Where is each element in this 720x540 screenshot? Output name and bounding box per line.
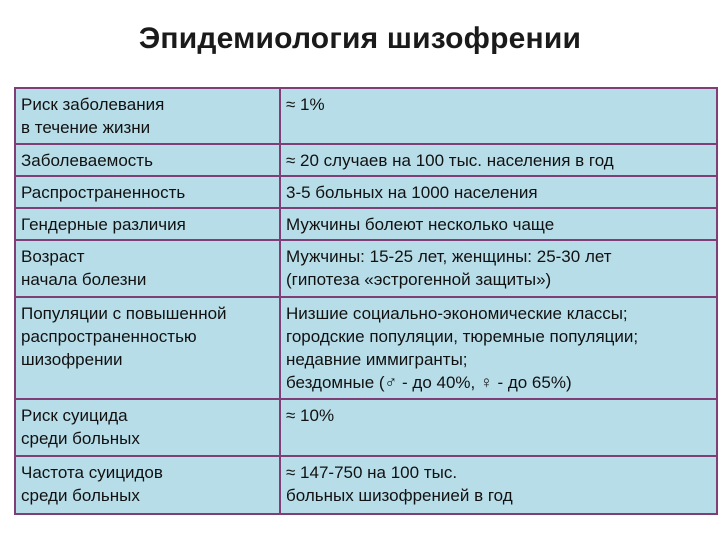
row-value: ≈ 1% bbox=[280, 88, 717, 144]
epidemiology-table bbox=[14, 87, 718, 515]
row-label: Гендерные различия bbox=[15, 208, 280, 240]
row-value: Низшие социально-экономические классы; городские популяции, тюремные популяции; недавние иммигранты; бездомные (♂ - до 40%, ♀ - до 65%) bbox=[280, 297, 717, 399]
row-value: ≈ 147-750 на 100 тыс. больных шизофренией в год bbox=[280, 456, 717, 514]
table-row bbox=[15, 240, 717, 297]
table-row bbox=[15, 88, 717, 144]
row-label: Возраст начала болезни bbox=[15, 240, 280, 297]
table-row bbox=[15, 208, 717, 240]
row-value: 3-5 больных на 1000 населения bbox=[280, 176, 717, 208]
row-label: Заболеваемость bbox=[15, 144, 280, 176]
row-value: ≈ 20 случаев на 100 тыс. населения в год bbox=[280, 144, 717, 176]
row-label: Популяции с повышенной распространенностью шизофрении bbox=[15, 297, 280, 399]
row-label: Распространенность bbox=[15, 176, 280, 208]
row-value: Мужчины: 15-25 лет, женщины: 25-30 лет (гипотеза «эстрогенной защиты») bbox=[280, 240, 717, 297]
table-row bbox=[15, 456, 717, 514]
table-row bbox=[15, 176, 717, 208]
row-label: Риск заболевания в течение жизни bbox=[15, 88, 280, 144]
row-value: Мужчины болеют несколько чаще bbox=[280, 208, 717, 240]
page-title: Эпидемиология шизофрении bbox=[138, 22, 582, 55]
row-label: Частота суицидов среди больных bbox=[15, 456, 280, 514]
row-value: ≈ 10% bbox=[280, 399, 717, 456]
table-row bbox=[15, 144, 717, 176]
table-row bbox=[15, 297, 717, 399]
row-label: Риск суицида среди больных bbox=[15, 399, 280, 456]
table-row bbox=[15, 399, 717, 456]
